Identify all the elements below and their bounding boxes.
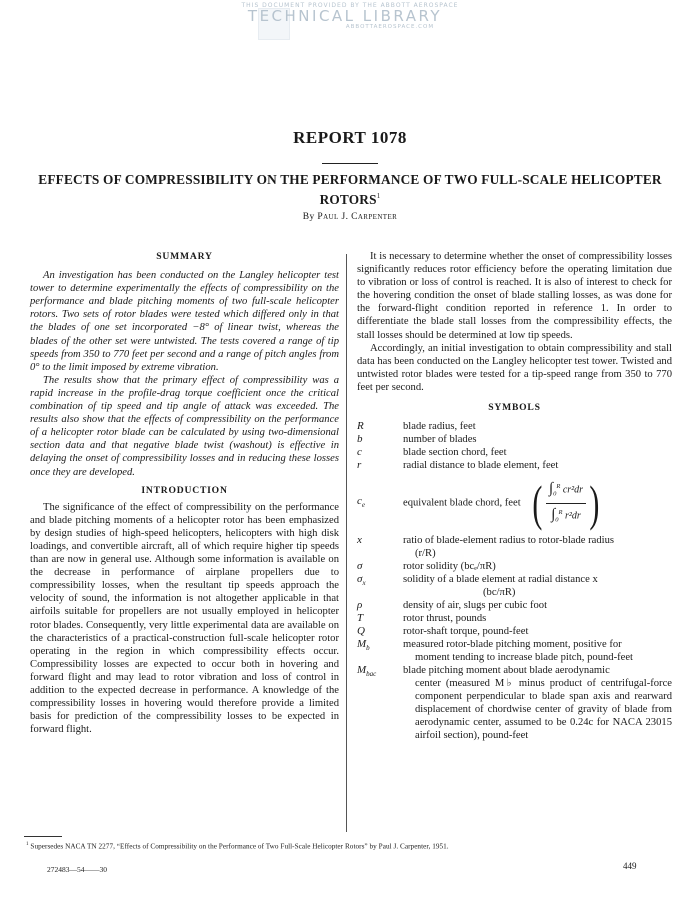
denominator: $\int_0^R$ r²dr [551, 505, 581, 523]
symbols-list [357, 420, 672, 742]
symbols-heading: SYMBOLS [488, 402, 541, 414]
page-number: 449 [623, 861, 637, 871]
footnote-text: Supersedes NACA TN 2277, “Effects of Compressibility on the Performance of Two Full-Scale Helicopter Rotors” by Paul J. Carpenter, 1951. [30, 842, 449, 851]
title-footnote-mark: 1 [376, 192, 381, 200]
symbol-row [357, 446, 672, 459]
footnote-divider [24, 836, 62, 837]
symbol-row [357, 560, 672, 573]
symbol-row [357, 472, 672, 534]
equivalent-chord-formula [529, 475, 602, 532]
summary-paragraph: The results show that the primary effect of compressibility was a rapid increase in the profile-drag torque coefficient once the critical combination of tip speed and tip angle of attack was exceeded. The results also show that the effects of compressibility on the performance of a helicopter rotor blade can be calculated by using two-dimensional section data and that negative blade twist (washout) is effective in delaying the onset of compressibility losses and in reducing these losses once they are developed. [30, 374, 339, 478]
symbol-definition: rotor solidity (bcₑ/πR) [403, 561, 496, 573]
symbol-definition: solidity of a blade element at radial distance x (bc/πR) [403, 574, 598, 599]
column-divider [346, 254, 347, 832]
symbol-row [357, 664, 672, 742]
symbol-definition: measured rotor-blade pitching moment, positive for moment tending to increase blade pitch, pound-feet [403, 639, 633, 664]
right-paren: ) [589, 475, 600, 532]
print-code: 272483—54——30 [47, 865, 107, 874]
introduction-paragraph: Accordingly, an initial investigation to obtain compressibility and stall data has been conducted on the Langley helicopter test tower. Twisted and untwisted rotor blades were tested for a tip-speed range from 350 to 770 feet per second. [357, 342, 672, 393]
symbol: $M_{bac}$ [357, 664, 377, 679]
symbol: Q [357, 625, 365, 638]
introduction-paragraph: The significance of the effect of compressibility on the performance and blade pitching moments of a helicopter rotor has been emphasized by design studies of high-speed helicopters, helicopters with high disk loadings, and convertible aircraft, all of which require higher tip speeds than are now in general use. Although some information is available on the decrease in performance of airplane propellers due to compressibility losses, when the resultant tip speeds approach the velocity of sound, the information is not altogether applicable in that airfoils suitable for propellers are not usually employed in helicopter rotor blades. Consequently, very little experimental data are available on the characteristics of a practical-construction full-scale helicopter rotor operating in the region in which compressibility effects occur. Compressibility losses are expected to occur both in hovering and forward flight and may lead to rotor vibration and loss of control in addition to the expected decrease in performance. A knowledge of the compressibility losses in hovering would therefore provide a limited basis for prediction of the compressibility losses to be expected in forward flight. [30, 501, 339, 736]
symbol: $\sigma_x$ [357, 573, 366, 588]
symbol-row [357, 599, 672, 612]
symbol-row [357, 420, 672, 433]
watermark-line3: ABBOTTAEROSPACE.COM [345, 24, 435, 30]
report-number: REPORT 1078 [293, 128, 407, 147]
symbol-row [357, 459, 672, 472]
paper-title-text: EFFECTS OF COMPRESSIBILITY ON THE PERFORMANCE OF TWO FULL-SCALE HELICOPTER ROTORS [38, 172, 662, 207]
symbol-definition: equivalent blade chord, feet ( $\frac{\int_0^R cr^2dr}{\int_0^R r^2dr}$ ) [403, 478, 672, 528]
fraction [546, 480, 586, 526]
symbol: R [357, 420, 364, 433]
left-column [30, 250, 339, 736]
symbol-row [357, 573, 672, 599]
symbol-definition: density of air, slugs per cubic foot [403, 600, 548, 612]
right-column [357, 250, 672, 742]
watermark [0, 2, 700, 31]
symbol-definition: number of blades [403, 434, 477, 446]
symbol: r [357, 459, 362, 472]
symbol: $M_b$ [357, 638, 370, 653]
symbol-row [357, 534, 672, 560]
symbol-definition: ratio of blade-element radius to rotor-blade radius (r/R) [403, 535, 614, 560]
symbol: $c_e$ [357, 494, 365, 509]
summary-heading: SUMMARY [156, 251, 213, 262]
symbol-definition: rotor thrust, pounds [403, 613, 487, 625]
footnote [26, 842, 449, 850]
symbol: b [357, 433, 363, 446]
symbol-row [357, 638, 672, 664]
byline-prefix: By [302, 212, 315, 222]
symbol-row [357, 625, 672, 638]
symbol-row [357, 433, 672, 446]
symbol: c [357, 446, 362, 459]
byline [0, 212, 700, 222]
title-divider [322, 163, 378, 164]
watermark-line1: THIS DOCUMENT PROVIDED BY THE ABBOTT AEROSPACE [241, 2, 459, 9]
symbol-definition: radial distance to blade element, feet [403, 460, 559, 472]
introduction-paragraph: It is necessary to determine whether the onset of compressibility losses significantly reduces rotor efficiency before the operating limitation due to vibration or loss of control is reached. It is also of interest to check for the hovering condition the onset of blade stalling losses, as was done for the forward-flight condition reported in reference 1. In order to differentiate the blade stall losses from the compressibility effects, the stall losses should be determined at low tip speeds. [357, 251, 672, 341]
symbol-definition: blade section chord, feet [403, 447, 507, 459]
introduction-heading: INTRODUCTION [141, 484, 228, 496]
summary-paragraph: An investigation has been conducted on the Langley helicopter test tower to determine experimentally the effects of compressibility on the performance and blade pitching moments of two full-scale helicopter rotors. Two sets of rotor blades were tested which differed only in that the blades of one set incorporated −8° of linear twist, whereas the blades of the other set were untwisted. The tests covered a range of tip speeds from 350 to 770 feet per second and a range of pitch angles from 0° to the limit imposed by extreme vibration. [30, 270, 339, 373]
paper-title [30, 172, 670, 208]
watermark-line2: TECHNICAL LIBRARY [247, 7, 443, 25]
symbol-definition: blade pitching moment about blade aerodynamic center (measured M♭ minus product of centrifugal-force component perpendicular to blade span axis and rearward displacement of chordwise center of gravity of blade from aerodynamic center, assumed to be 0.24c for NACA 23015 airfoil section), pound-feet [403, 665, 672, 742]
numerator: $\int_0^R$ cr²dr [546, 480, 586, 503]
symbol-definition: rotor-shaft torque, pound-feet [403, 626, 529, 638]
symbol: T [357, 612, 364, 625]
author-name: Paul J. Carpenter [317, 212, 398, 222]
symbol: x [357, 534, 362, 547]
symbol: ρ [357, 599, 363, 612]
left-paren: ( [532, 475, 543, 532]
symbol-definition: blade radius, feet [403, 421, 476, 433]
symbol: σ [357, 560, 363, 573]
symbol-row [357, 612, 672, 625]
footnote-mark: 1 [26, 842, 29, 847]
